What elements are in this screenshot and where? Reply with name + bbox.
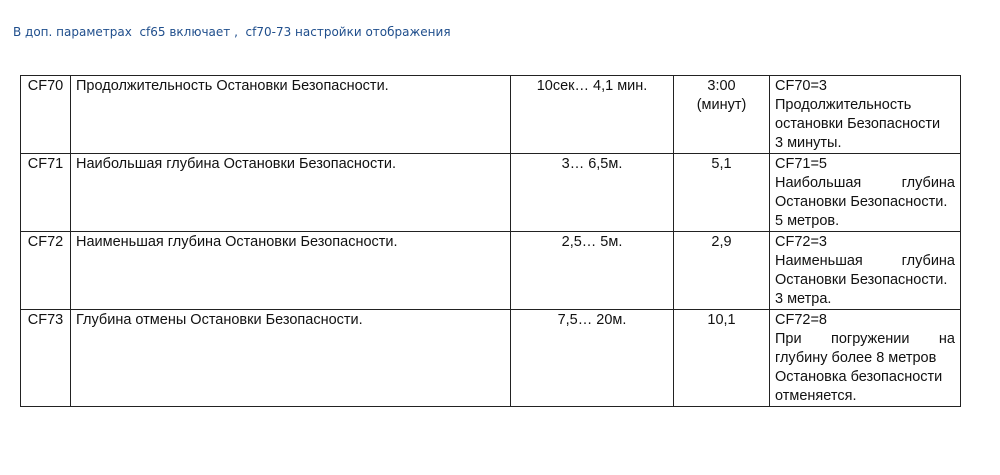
param-name-cell: Наибольшая глубина Остановки Безопасности. xyxy=(71,154,511,232)
param-code-cell: CF70 xyxy=(21,76,71,154)
param-name-cell: Глубина отмены Остановки Безопасности. xyxy=(71,310,511,407)
note-line: CF71=5 xyxy=(775,156,827,172)
table-row xyxy=(21,310,961,407)
note-line: 3 метра. xyxy=(775,291,832,307)
note-line: Наибольшая глубина xyxy=(775,175,955,191)
param-default-value: 3:00 xyxy=(707,78,736,94)
note-line: 5 метров. xyxy=(775,213,840,229)
page-caption: В доп. параметрах cf65 включает , cf70-73 настройки отображения xyxy=(13,25,451,39)
param-range-cell: 7,5… 20м. xyxy=(511,310,674,407)
note-line: Продолжительность xyxy=(775,97,912,113)
param-range-cell: 2,5… 5м. xyxy=(511,232,674,310)
note-line: CF72=3 xyxy=(775,234,827,250)
param-default-unit: (минут) xyxy=(696,97,747,113)
param-code-cell: CF71 xyxy=(21,154,71,232)
note-line: При погружении на xyxy=(775,331,955,347)
note-line: глубину более 8 метров xyxy=(775,350,937,366)
param-default-cell xyxy=(674,154,770,232)
param-default-value: 5,1 xyxy=(711,156,732,172)
note-line: Остановки Безопасности. xyxy=(775,194,948,210)
param-default-cell xyxy=(674,310,770,407)
param-name-cell: Продолжительность Остановки Безопасности. xyxy=(71,76,511,154)
param-name-cell: Наименьшая глубина Остановки Безопасности. xyxy=(71,232,511,310)
note-line: CF72=8 xyxy=(775,312,827,328)
note-line: 3 минуты. xyxy=(775,135,842,151)
param-default-cell xyxy=(674,232,770,310)
param-default-value: 10,1 xyxy=(707,312,736,328)
table-row xyxy=(21,154,961,232)
param-code-cell: CF72 xyxy=(21,232,71,310)
table-row xyxy=(21,76,961,154)
note-line: Остановка безопасности xyxy=(775,369,943,385)
param-default-value: 2,9 xyxy=(711,234,732,250)
note-line: Наименьшая глубина xyxy=(775,253,955,269)
note-line: остановки Безопасности xyxy=(775,116,941,132)
note-line: CF70=3 xyxy=(775,78,827,94)
note-line: отменяется. xyxy=(775,388,857,404)
param-note-cell xyxy=(770,154,961,232)
param-range-cell: 10сек… 4,1 мин. xyxy=(511,76,674,154)
param-note-cell xyxy=(770,310,961,407)
param-note-cell xyxy=(770,76,961,154)
param-code-cell: CF73 xyxy=(21,310,71,407)
param-range-cell: 3… 6,5м. xyxy=(511,154,674,232)
cf-parameters-table xyxy=(20,75,961,407)
note-line: Остановки Безопасности. xyxy=(775,272,948,288)
table-row xyxy=(21,232,961,310)
param-default-cell xyxy=(674,76,770,154)
param-note-cell xyxy=(770,232,961,310)
